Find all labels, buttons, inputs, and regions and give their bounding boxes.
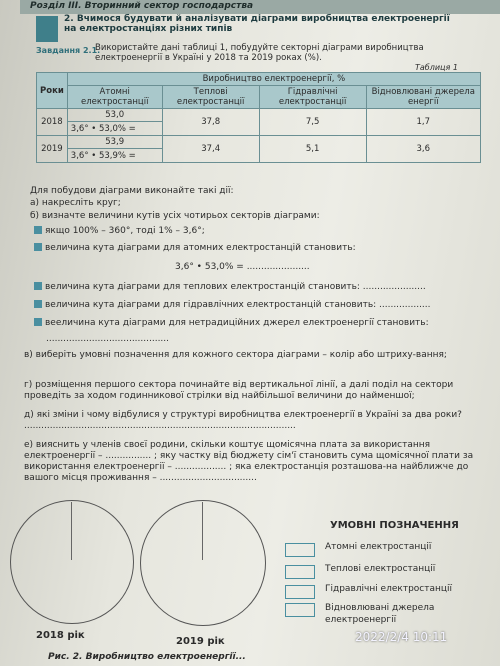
col-header: Атомні електростанції	[67, 86, 162, 109]
caption-2018: 2018 рік	[36, 630, 85, 641]
photo-timestamp: 2022/2/4 10:11	[355, 630, 448, 644]
step-e[interactable]: е) вияснить у членів своєї родини, скільки коштує щомісячна плата за використання електроенергії – ................ ; яку частку від бюджету сім'ї становить сума щомісячної плати за використання електроенергії – .................. ; яка електростанція розташова-на найближче до вашого місця проживання – ..................................	[24, 440, 474, 483]
calc-cell[interactable]: 3,6° • 53,0% =	[67, 122, 162, 136]
step-b2: величина кута діаграми для атомних електростанцій становить:	[34, 243, 492, 254]
section-title: Розділ ІІІ. Вторинний сектор господарства	[30, 1, 254, 11]
step-b4: величина кута діаграми для гідравлічних електростанцій становить: ..................	[34, 300, 492, 311]
step-b3: величина кута діаграми для теплових електростанцій становить: ......................	[34, 282, 492, 293]
goal-marker	[36, 16, 58, 42]
step-d[interactable]: д) які зміни і чому відбулися у структурі виробництва електроенергії в Україні за два роки? ...............................................................................................	[24, 410, 462, 431]
section-header	[20, 0, 500, 14]
legend-swatch[interactable]	[285, 565, 315, 579]
value-cell: 37,8	[162, 109, 259, 136]
worksheet-page: Розділ ІІІ. Вторинний сектор господарства 2. Вчимося будувати й аналізувати діаграми виробництва електроенергії на електростанціях різних типів Завдання 2.1. Використайте дані таблиці 1, побудуйте секторні діаграми виробництва електроенергії в Україні у 2018 та 2019 роках (%). Таблиця 1 Роки Виробництво електроенергії, % Атомні електростанції Теплові електростанції Гідравлічні електростанції Відновлювані джерела енергії 2018 53,0 37,8 7,5 1,7 3,6° • 53,0% = 2019 53,9 37,4 5,1 3,6 3,6° • 53,9% = Для побудови діаграми виконайте такі дії: а) накресліть круг; б) визначте величини кутів усіх чотирьох секторів діаграми: якщо 100% – 360°, тоді 1% – 3,6°; величина кута діаграми для атомних електростанцій становить: 3,6° • 53,0% = ...................... величина кута діаграми для теплових електростанцій становить: ...................... величина кута діаграми для гідравлічних електростанцій становить: .................. вееличина кута діаграми для нетрадиційних джерел електроенергії становить: ........................................... в) виберіть умовні позначення для кожного сектора діаграми – колір або штриху-вання; г) розміщення першого сектора починайте від вертикальної лінії, а далі поділ на сектори проведіть за ходом годинникової стрілки від найбільшої величини до найменшої; д) які зміни і чому відбулися у структурі виробництва електроенергії в Україні за два роки? ............................................................................................... е) вияснить у членів своєї родини, скільки коштує щомісячна плата за використання електроенергії – ................ ; яку частку від бюджету сім'ї становить сума щомісячної плати за використання електроенергії – .................. ; яка електростанція розташова-на найближче до вашого місця проживання – .................................. 2018 рік 2019 рік УМОВНІ ПОЗНАЧЕННЯ Атомні електростанції Теплові електростанції Гідравлічні електростанції Відновлювані джерела електроенергії 2022/2/4 10:11 Рис. 2. Виробництво електроенергії...	[0, 0, 500, 666]
group-header: Виробництво електроенергії, %	[67, 73, 480, 86]
start-line	[202, 502, 203, 560]
col-header: Відновлювані джерела енергії	[366, 86, 480, 109]
legend-swatch[interactable]	[285, 585, 315, 599]
task-label: Завдання 2.1.	[36, 46, 101, 55]
col-header: Теплові електростанції	[162, 86, 259, 109]
legend-swatch[interactable]	[285, 603, 315, 617]
checkbox-icon	[34, 226, 42, 234]
step-b2-formula[interactable]: 3,6° • 53,0% = ......................	[175, 262, 310, 272]
step-b1: якщо 100% – 360°, тоді 1% – 3,6°;	[34, 226, 492, 237]
value-cell: 3,6	[366, 136, 480, 163]
table-row	[37, 109, 481, 122]
task-text: Використайте дані таблиці 1, побудуйте секторні діаграми виробництва електроенергії в Україні у 2018 та 2019 роках (%).	[95, 43, 424, 63]
year-cell: 2018	[37, 109, 68, 136]
value-cell: 53,0	[67, 109, 162, 122]
step-v: в) виберіть умовні позначення для кожного сектора діаграми – колір або штриху-вання;	[24, 350, 447, 360]
figure-caption: Рис. 2. Виробництво електроенергії...	[48, 652, 246, 662]
step-b5-answer[interactable]: ...........................................	[46, 334, 170, 344]
checkbox-icon	[34, 318, 42, 326]
col-year: Роки	[37, 73, 68, 109]
legend-swatch[interactable]	[285, 543, 315, 557]
goal-title: 2. Вчимося будувати й аналізувати діаграми виробництва електроенергії на електростанціях різних типів	[64, 14, 450, 34]
value-cell: 7,5	[259, 109, 366, 136]
caption-2019: 2019 рік	[176, 636, 225, 647]
table-row	[37, 136, 481, 149]
pie-chart-2018[interactable]	[10, 500, 134, 624]
step-b5: вееличина кута діаграми для нетрадиційних джерел електроенергії становить:	[34, 318, 492, 329]
calc-cell[interactable]: 3,6° • 53,9% =	[67, 149, 162, 163]
value-cell: 5,1	[259, 136, 366, 163]
value-cell: 1,7	[366, 109, 480, 136]
step-g: г) розміщення першого сектора починайте від вертикальної лінії, а далі поділ на сектори проведіть за ходом годинникової стрілки від найбільшої величини до найменшої;	[24, 380, 454, 401]
table-caption: Таблиця 1	[415, 63, 458, 72]
step-a: а) накресліть круг;	[30, 198, 121, 208]
col-header: Гідравлічні електростанції	[259, 86, 366, 109]
checkbox-icon	[34, 282, 42, 290]
value-cell: 37,4	[162, 136, 259, 163]
legend-item: Відновлювані джерела електроенергії	[285, 602, 455, 632]
step-b: б) визначте величини кутів усіх чотирьох секторів діаграми:	[30, 211, 320, 221]
checkbox-icon	[34, 243, 42, 251]
year-cell: 2019	[37, 136, 68, 163]
instructions-intro: Для побудови діаграми виконайте такі дії:	[30, 186, 234, 196]
start-line	[71, 502, 72, 560]
checkbox-icon	[34, 300, 42, 308]
pie-chart-2019[interactable]	[140, 500, 266, 626]
value-cell: 53,9	[67, 136, 162, 149]
production-table	[36, 72, 481, 163]
legend-title: УМОВНІ ПОЗНАЧЕННЯ	[330, 520, 459, 531]
